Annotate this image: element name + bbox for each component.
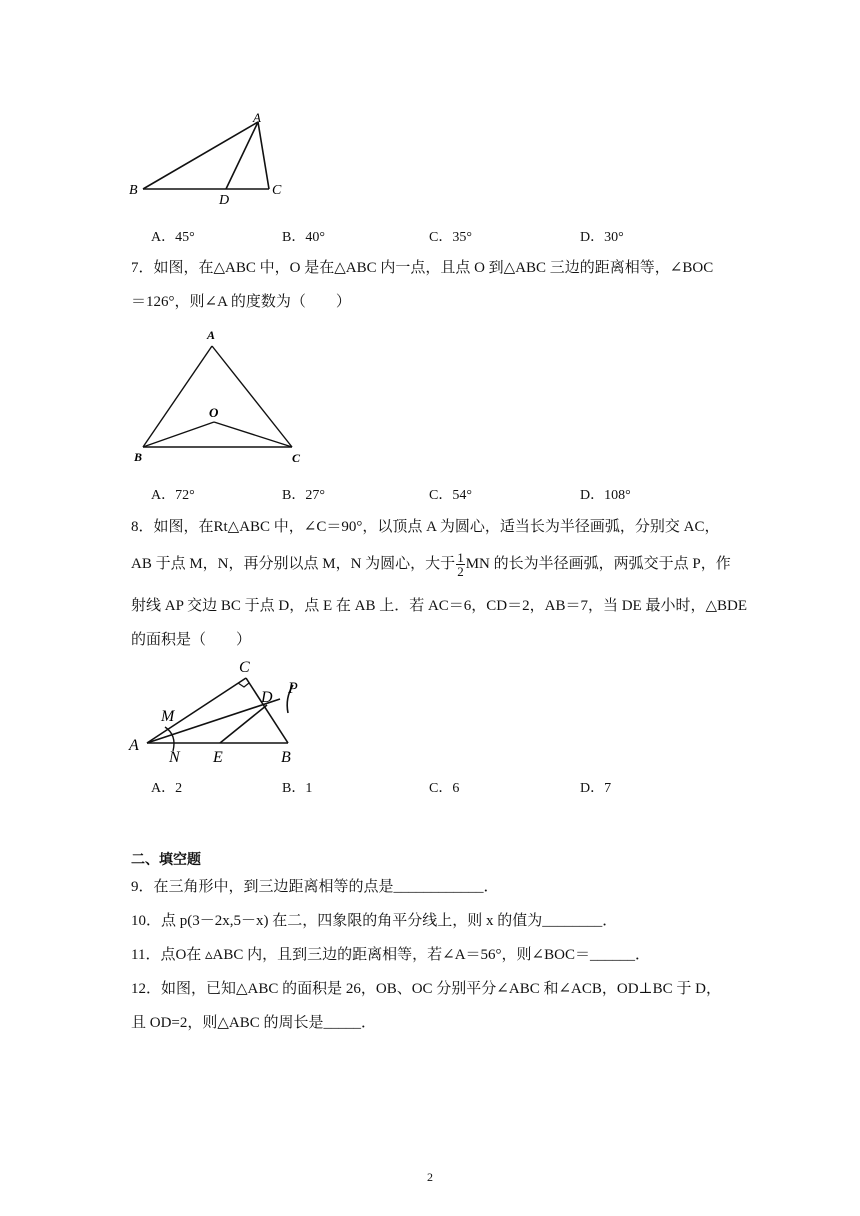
q6-option-b: B．40° (282, 230, 325, 245)
q8-triangle-figure (125, 655, 315, 770)
q6-label-c: C (272, 183, 282, 198)
q8-text-line2 (131, 550, 731, 578)
q8-option-a: A．2 (151, 781, 183, 796)
q8-label-p: P (288, 680, 298, 697)
q6-option-c: C．35° (429, 230, 472, 245)
q7-label-o: O (209, 405, 219, 420)
q8-label-a: A (129, 737, 139, 754)
q6-side-ab (143, 122, 258, 189)
q8-text-line1: 8．如图，在Rt△ABC 中，∠C＝90°，以顶点 A 为圆心，适当长为半径画弧，分别交 AC， (131, 519, 720, 535)
q8-label-e: E (213, 749, 223, 766)
q8-text-line2-pre: AB 于点 M，N，再分别以点 M，N 为圆心，大于 (131, 556, 456, 572)
q8-fraction-numerator: 1 (457, 550, 464, 566)
q6-side-ac (258, 122, 269, 189)
q7-segment-ob (143, 422, 214, 447)
q8-label-b: B (281, 749, 291, 766)
section-heading-fill-in: 二、填空题 (131, 852, 201, 868)
q7-text-line1: 7．如图，在△ABC 中，O 是在△ABC 内一点，且点 O 到△ABC 三边的距离相等，∠BOC (131, 260, 714, 276)
q7-text-line2: ＝126°，则∠A 的度数为（ ） (131, 294, 351, 310)
q7-label-c: C (292, 451, 301, 465)
q10-text: 10．点 p(3－2x,5－x) 在二，四象限的角平分线上，则 x 的值为________． (131, 913, 618, 929)
q6-option-a: A．45° (151, 230, 195, 245)
q6-label-d: D (219, 193, 230, 208)
q8-text-line2-post: MN 的长为半径画弧，两弧交于点 P，作 (465, 556, 731, 572)
q8-fraction (456, 551, 465, 578)
q8-text-line4: 的面积是（ ） (131, 632, 252, 648)
q7-option-b: B．27° (282, 488, 325, 503)
page-number: 2 (427, 1170, 433, 1184)
q6-triangle-figure (125, 108, 295, 208)
q8-label-d: D (261, 689, 273, 706)
q9-text: 9．在三角形中，到三边距离相等的点是____________． (131, 879, 499, 895)
q11-text: 11．点O在 ▵ABC 内，且到三边的距离相等，若∠A＝56°，则∠BOC＝______． (131, 947, 650, 963)
q7-option-c: C．54° (429, 488, 472, 503)
q7-label-b: B (134, 450, 143, 464)
q6-option-d: D．30° (580, 230, 624, 245)
q6-label-a: A (253, 110, 261, 125)
q7-option-a: A．72° (151, 488, 195, 503)
q12-text-line1: 12．如图，已知△ABC 的面积是 26，OB、OC 分别平分∠ABC 和∠ACB，OD⊥BC 于 D， (131, 981, 721, 997)
q7-label-a: A (207, 328, 216, 342)
q8-label-n: N (169, 749, 180, 766)
q8-option-c: C．6 (429, 781, 460, 796)
q8-right-angle-mark (238, 683, 249, 687)
q7-option-d: D．108° (580, 488, 631, 503)
q8-label-m: M (161, 708, 175, 725)
q8-option-b: B．1 (282, 781, 313, 796)
q7-triangle-figure (125, 325, 315, 465)
q12-text-line2: 且 OD=2，则△ABC 的周长是_____． (131, 1015, 377, 1031)
q8-option-d: D．7 (580, 781, 612, 796)
q7-side-ac (212, 346, 292, 447)
q8-text-line3: 射线 AP 交边 BC 于点 D，点 E 在 AB 上．若 AC＝6，CD＝2，AB＝7，当 DE 最小时，△BDE (131, 598, 748, 614)
q7-side-ab (143, 346, 212, 447)
q8-label-c: C (239, 659, 250, 676)
q6-label-b: B (129, 183, 138, 198)
q8-fraction-denominator: 2 (457, 564, 464, 580)
q7-segment-oc (214, 422, 292, 447)
q8-side-cb (246, 678, 288, 743)
